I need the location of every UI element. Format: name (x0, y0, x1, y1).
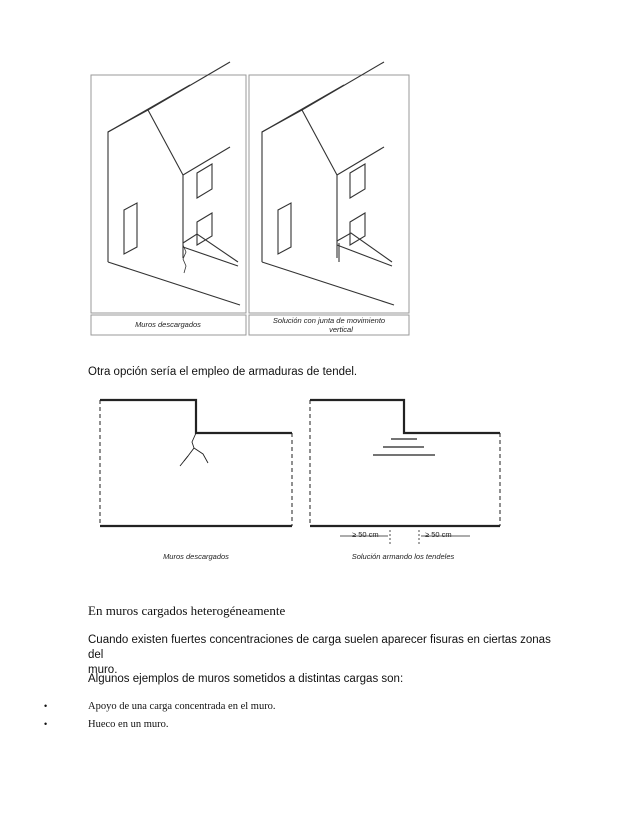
figure-walls (0, 390, 638, 580)
section-heading: En muros cargados heterogéneamente (88, 603, 286, 618)
bullet-symbol: • (44, 719, 48, 729)
fig1-caption-left: Muros descargados (135, 320, 201, 329)
bullet-symbol: • (44, 701, 48, 711)
list-item: Apoyo de una carga concentrada en el muro. (88, 701, 276, 712)
para-concentraciones-line1: Cuando existen fuertes concentraciones de carga suelen aparecer fisuras en ciertas zonas del (88, 634, 551, 661)
dim-label-left: ≥ 50 cm (352, 530, 379, 539)
right-house-drawing (262, 62, 394, 305)
left-panel-frame (91, 75, 246, 313)
crack-line (180, 433, 196, 466)
fig1-caption-right-line2: vertical (329, 325, 353, 334)
fig1-caption-right-line1: Solución con junta de movimiento (272, 316, 386, 325)
dim-label-right: ≥ 50 cm (425, 530, 452, 539)
fig2-caption-left: Muros descargados (163, 552, 229, 561)
left-house-drawing (108, 62, 240, 305)
para-ejemplos: Algunos ejemplos de muros sometidos a distintas cargas son: (88, 673, 404, 685)
list-item: Hueco en un muro. (88, 719, 169, 730)
right-panel-frame (249, 75, 409, 313)
fig2-caption-right: Solución armando los tendeles (351, 552, 455, 561)
figure-houses (0, 0, 638, 345)
right-wall-drawing (310, 400, 500, 544)
left-wall-drawing (100, 400, 292, 526)
para-concentraciones-line2: muro. (88, 664, 118, 676)
para-armaduras: Otra opción sería el empleo de armaduras de tendel. (88, 366, 358, 378)
